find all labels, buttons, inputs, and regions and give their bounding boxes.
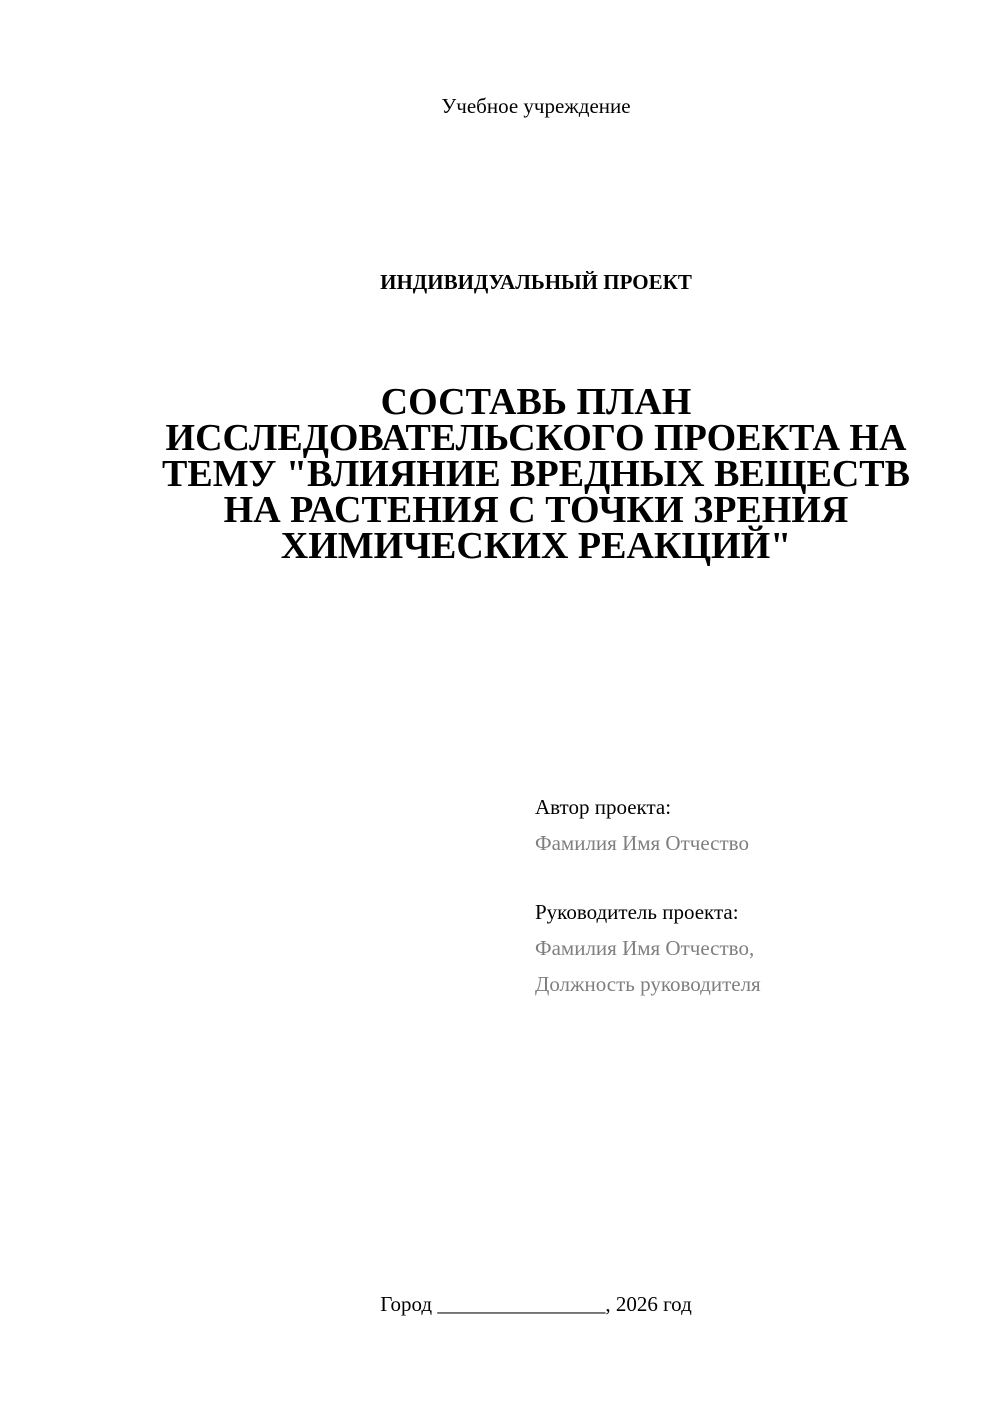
project-title-line: ТЕМУ "ВЛИЯНИЕ ВРЕДНЫХ ВЕЩЕСТВ: [162, 453, 910, 495]
document-type: ИНДИВИДУАЛЬНЫЙ ПРОЕКТ: [380, 270, 692, 294]
city-year-line: Город ________________, 2026 год: [380, 1292, 692, 1316]
author-name: Фамилия Имя Отчество: [535, 831, 749, 855]
author-block: [535, 789, 749, 861]
project-title: [150, 381, 922, 567]
project-title-line: ИССЛЕДОВАТЕЛЬСКОГО ПРОЕКТА НА: [165, 417, 907, 459]
supervisor-label: Руководитель проекта:: [535, 900, 739, 924]
author-label: Автор проекта:: [535, 795, 672, 819]
project-title-line: СОСТАВЬ ПЛАН: [380, 381, 692, 423]
supervisor-name: Фамилия Имя Отчество,: [535, 936, 755, 960]
supervisor-block: [535, 894, 761, 1002]
project-title-line: ХИМИЧЕСКИХ РЕАКЦИЙ": [280, 525, 792, 567]
project-title-line: НА РАСТЕНИЯ С ТОЧКИ ЗРЕНИЯ: [223, 489, 849, 531]
supervisor-position: Должность руководителя: [535, 972, 761, 996]
institution-name: Учебное учреждение: [441, 94, 631, 118]
